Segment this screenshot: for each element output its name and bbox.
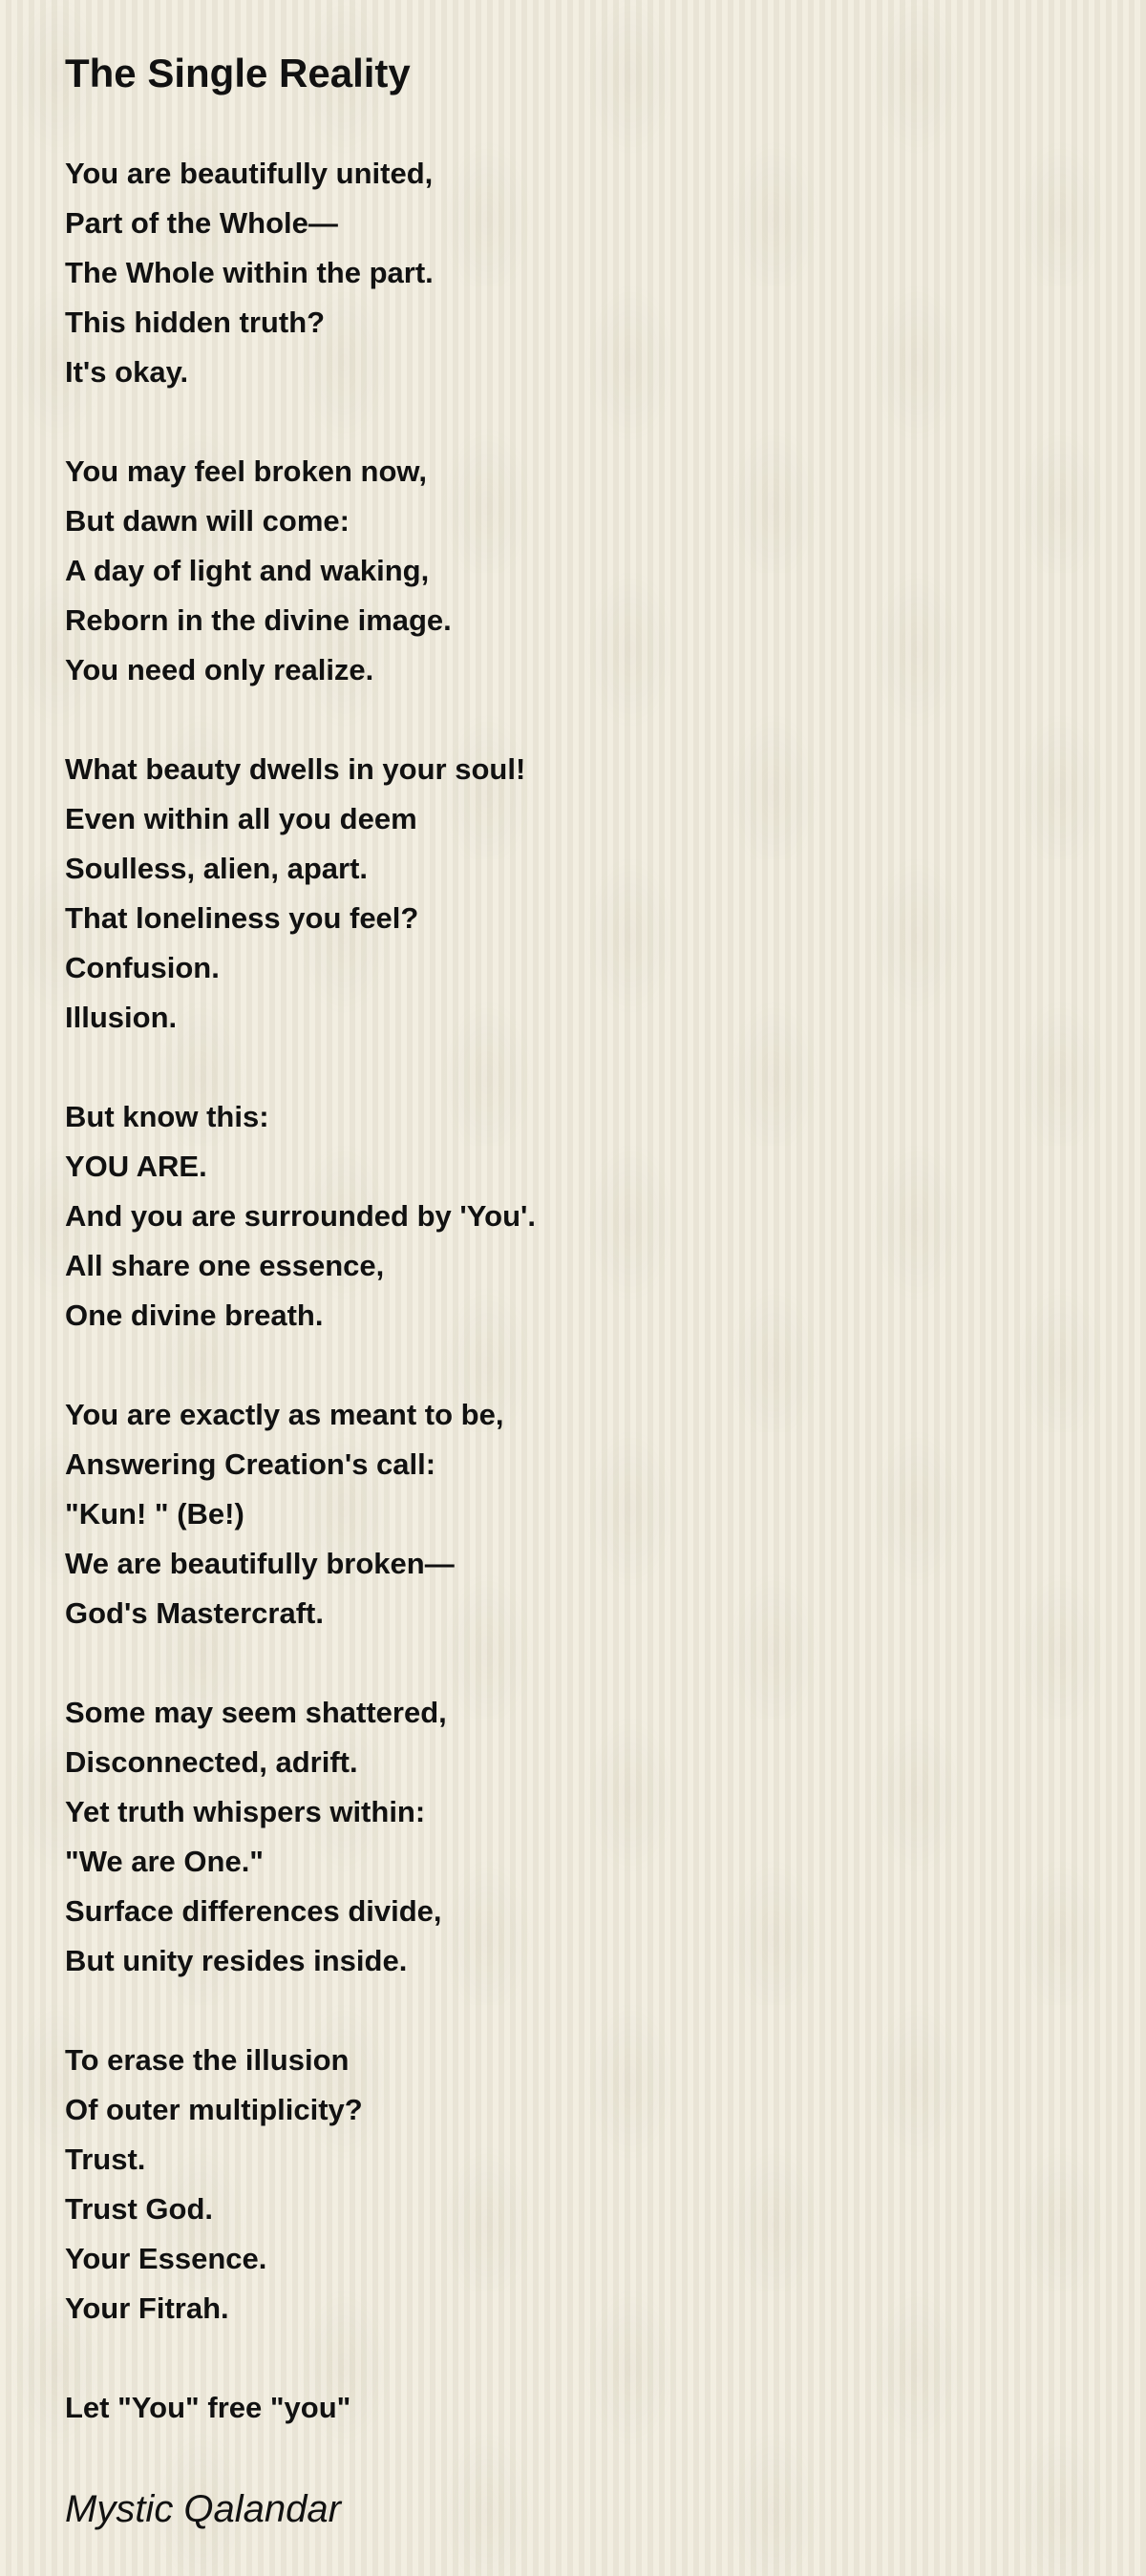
poem-line: Some may seem shattered, — [65, 1696, 447, 1729]
poem-line: Soulless, alien, apart. — [65, 852, 369, 885]
poem-stanza — [65, 1092, 1081, 1341]
poem-line: But unity resides inside. — [65, 1944, 408, 1977]
poem-line: Part of the Whole— — [65, 206, 338, 240]
poem-line: You are exactly as meant to be, — [65, 1398, 504, 1431]
poem-line: We are beautifully broken— — [65, 1547, 455, 1580]
poem-line: "We are One." — [65, 1845, 265, 1878]
poem-line: Reborn in the divine image. — [65, 603, 452, 637]
poem-line: God's Mastercraft. — [65, 1596, 324, 1630]
poem-stanza — [65, 745, 1081, 1043]
poem-author: Mystic Qalandar — [65, 2488, 341, 2530]
poem-line: A day of light and waking, — [65, 554, 430, 587]
poem-line: One divine breath. — [65, 1299, 324, 1332]
poem-body — [65, 149, 1081, 2433]
poem-line: YOU ARE. — [65, 1150, 207, 1183]
poem-stanza — [65, 2383, 1081, 2433]
poem-line: Yet truth whispers within: — [65, 1795, 426, 1828]
poem-line: Answering Creation's call: — [65, 1447, 436, 1481]
poem-line: You are beautifully united, — [65, 157, 434, 190]
poem-stanza — [65, 2036, 1081, 2333]
poem-line: But dawn will come: — [65, 504, 350, 538]
poem-line: You need only realize. — [65, 653, 374, 686]
poem-line: You may feel broken now, — [65, 454, 427, 488]
poem-stanza — [65, 1390, 1081, 1638]
poem-line: Of outer multiplicity? — [65, 2093, 363, 2126]
poem-line: Trust. — [65, 2143, 146, 2176]
poem-line: But know this: — [65, 1100, 269, 1133]
poem-line: The Whole within the part. — [65, 256, 434, 289]
poem-line: Your Fitrah. — [65, 2291, 229, 2325]
poem-title: The Single Reality — [65, 51, 411, 95]
poem-stanza — [65, 149, 1081, 397]
poem-line: Even within all you deem — [65, 802, 417, 835]
poem-stanza — [65, 1688, 1081, 1986]
poem-line: To erase the illusion — [65, 2043, 350, 2077]
poem-line: All share one essence, — [65, 1249, 385, 1282]
poem-line: Surface differences divide, — [65, 1894, 442, 1928]
poem-line: This hidden truth? — [65, 306, 326, 339]
poem-line: Disconnected, adrift. — [65, 1745, 358, 1779]
poem-line: Your Essence. — [65, 2242, 267, 2275]
poem-line: Illusion. — [65, 1001, 178, 1034]
poem-line: Confusion. — [65, 951, 220, 984]
poem-line: What beauty dwells in your soul! — [65, 752, 526, 786]
poem-line: "Kun! " (Be!) — [65, 1497, 244, 1531]
poem-line: Let "You" free "you" — [65, 2391, 351, 2424]
poem-line: It's okay. — [65, 355, 189, 389]
poem-line: Trust God. — [65, 2192, 213, 2226]
poem-stanza — [65, 447, 1081, 695]
poem-line: And you are surrounded by 'You'. — [65, 1199, 536, 1233]
poem-line: That loneliness you feel? — [65, 901, 419, 935]
